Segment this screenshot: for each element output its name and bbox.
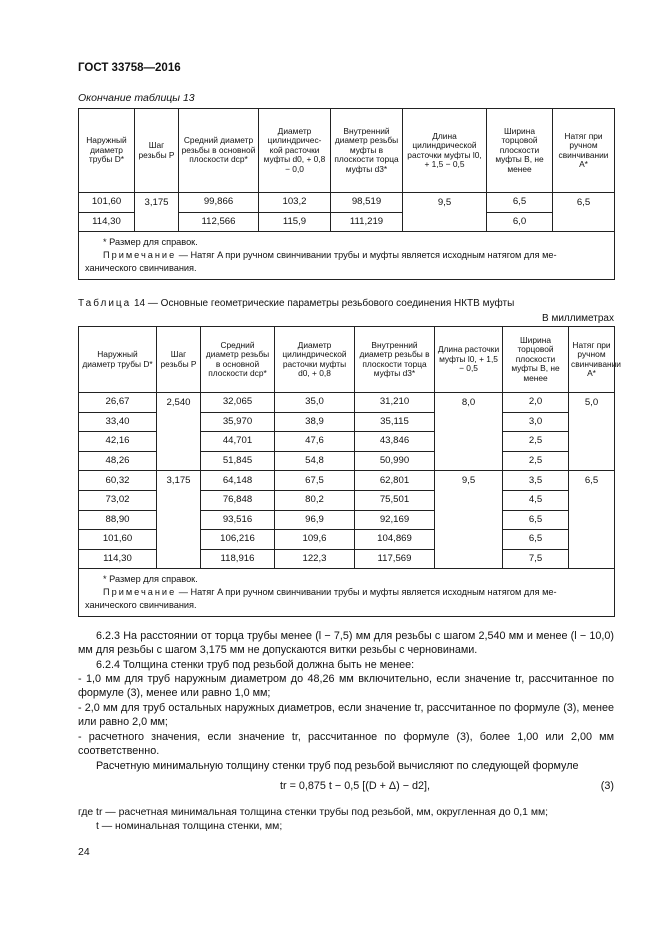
table-cell: 2,0 — [503, 393, 569, 413]
table14-footnote: * Размер для справок. — [103, 574, 198, 585]
col-header-thread-pitch: Шаг резьбы P — [135, 109, 179, 193]
table-cell: 50,990 — [355, 451, 435, 471]
table-cell: 3,175 — [135, 193, 179, 213]
table-cell: 54,8 — [275, 451, 355, 471]
col-header-inner-diameter: Внутренний диаметр резьбы в плоскости торца муфты d3* — [355, 327, 435, 393]
table-cell: 38,9 — [275, 412, 355, 432]
table-cell: 4,5 — [503, 490, 569, 510]
col-header-thread-pitch: Шаг резьбы P — [157, 327, 201, 393]
table-cell: 47,6 — [275, 432, 355, 452]
table-cell: 35,0 — [275, 393, 355, 413]
table-cell — [157, 451, 201, 471]
col-header-bore-length: Длина расточки муфты l0, + 1,5 − 0,5 — [435, 327, 503, 393]
table-cell: 51,845 — [201, 451, 275, 471]
table-cell: 35,970 — [201, 412, 275, 432]
table-cell: 26,67 — [79, 393, 157, 413]
table-cell: 2,540 — [157, 393, 201, 413]
legend-line: t — номинальная толщина стенки, мм; — [96, 821, 283, 832]
table13-notes — [79, 232, 615, 280]
table-row — [79, 432, 615, 452]
formula-3: tr = 0,875 t − 0,5 [(D + Δ) − d2], — [280, 780, 431, 792]
table-cell: 9,5 — [435, 471, 503, 491]
table-14 — [78, 326, 621, 617]
table-cell — [157, 530, 201, 550]
table-cell — [135, 212, 179, 232]
table-cell: 101,60 — [79, 193, 135, 213]
legend-line: где tr — расчетная минимальная толщина стенки трубы под резьбой, мм, округленная до 0,1 мм; — [78, 807, 548, 818]
table-cell — [435, 549, 503, 569]
col-header-makeup-tightness: Натяг при ручном свинчивании A* — [569, 327, 615, 393]
table-cell — [157, 490, 201, 510]
table-cell: 7,5 — [503, 549, 569, 569]
table-cell: 122,3 — [275, 549, 355, 569]
table-cell: 76,848 — [201, 490, 275, 510]
table-cell: 6,5 — [503, 530, 569, 550]
table-cell — [435, 490, 503, 510]
table-cell: 35,115 — [355, 412, 435, 432]
table-cell: 73,02 — [79, 490, 157, 510]
table-cell — [435, 432, 503, 452]
table-13 — [78, 108, 615, 280]
page-number: 24 — [78, 846, 90, 858]
table13-note-cont: ханического свинчивания. — [85, 263, 197, 274]
table-row — [79, 193, 615, 213]
table14-caption: Таблица 14 — Основные геометрические параметры резьбового соединения НКТВ муфты — [78, 298, 515, 309]
formula-number: (3) — [600, 780, 614, 792]
table-cell — [435, 530, 503, 550]
table13-note: Примечание — Натяг A при ручном свинчивании трубы и муфты является исходным натягом для ме- — [103, 250, 557, 261]
table-cell: 32,065 — [201, 393, 275, 413]
table14-note-cont: ханического свинчивания. — [85, 600, 197, 611]
table-cell: 43,846 — [355, 432, 435, 452]
table-cell: 114,30 — [79, 549, 157, 569]
table-cell: 99,866 — [179, 193, 259, 213]
table-cell — [569, 412, 615, 432]
table-cell: 111,219 — [331, 212, 403, 232]
table-cell — [569, 490, 615, 510]
table-cell: 44,701 — [201, 432, 275, 452]
table-cell — [569, 451, 615, 471]
table-cell: 8,0 — [435, 393, 503, 413]
table-cell: 112,566 — [179, 212, 259, 232]
table-cell — [157, 412, 201, 432]
table-cell: 48,26 — [79, 451, 157, 471]
list-item: - расчетного значения, если значение tr, рассчитанное по формуле (3), более 1,00 или 2,00 мм соответственно. — [78, 731, 614, 758]
col-header-bore-length: Длина цилиндрической расточки муфты l0, + 1,5 − 0,5 — [403, 109, 487, 193]
table-cell — [157, 549, 201, 569]
table-cell — [569, 530, 615, 550]
table-cell: 33,40 — [79, 412, 157, 432]
table-cell — [157, 432, 201, 452]
table-cell: 67,5 — [275, 471, 355, 491]
table-row — [79, 530, 615, 550]
table-row — [79, 393, 615, 413]
table-cell: 88,90 — [79, 510, 157, 530]
table-row — [79, 451, 615, 471]
table-cell — [569, 432, 615, 452]
col-header-inner-diameter: Внутренний диаметр резьбы муфты в плоскости торца муфты d3* — [331, 109, 403, 193]
table-cell: 3,0 — [503, 412, 569, 432]
table-cell — [157, 510, 201, 530]
table-cell: 93,516 — [201, 510, 275, 530]
col-header-face-width: Ширина торцовой плоскости муфты B, не менее — [487, 109, 553, 193]
table13-footnote: * Размер для справок. — [103, 237, 198, 248]
table-cell: 2,5 — [503, 451, 569, 471]
table-cell: 6,5 — [553, 193, 615, 213]
table-row — [79, 510, 615, 530]
table-cell: 6,0 — [487, 212, 553, 232]
table-cell — [569, 510, 615, 530]
table-cell: 3,175 — [157, 471, 201, 491]
table-cell — [435, 412, 503, 432]
table-cell: 42,16 — [79, 432, 157, 452]
table-cell: 109,6 — [275, 530, 355, 550]
table-cell — [435, 451, 503, 471]
table-cell: 6,5 — [503, 510, 569, 530]
table-row — [79, 212, 615, 232]
col-header-makeup-tightness: Натяг при ручном свинчивании A* — [553, 109, 615, 193]
table-cell: 6,5 — [487, 193, 553, 213]
table-cell: 114,30 — [79, 212, 135, 232]
paragraph-calc: Расчетную минимальную толщину стенки труб под резьбой вычисляют по следующей формуле — [96, 760, 579, 772]
col-header-bore-diameter: Диаметр цилиндрической расточки муфты d0, + 0,8 — [275, 327, 355, 393]
col-header-mean-diameter: Средний диаметр резьбы в основной плоскости dср* — [179, 109, 259, 193]
table-cell: 96,9 — [275, 510, 355, 530]
table-cell: 115,9 — [259, 212, 331, 232]
list-item: - 1,0 мм для труб наружным диаметром до 48,26 мм включительно, если значение tr, рассчитанное по формуле (3), менее или равно 1,0 мм; — [78, 673, 614, 700]
col-header-bore-diameter: Диаметр цилиндричес- кой расточки муфты d0, + 0,8 − 0,0 — [259, 109, 331, 193]
table-row — [79, 490, 615, 510]
table-cell: 64,148 — [201, 471, 275, 491]
table-cell: 75,501 — [355, 490, 435, 510]
table-cell: 9,5 — [403, 193, 487, 213]
table-cell: 104,869 — [355, 530, 435, 550]
col-header-face-width: Ширина торцовой плоскости муфты B, не менее — [503, 327, 569, 393]
table-cell: 106,216 — [201, 530, 275, 550]
table-cell — [435, 510, 503, 530]
table-cell: 80,2 — [275, 490, 355, 510]
table-cell: 117,569 — [355, 549, 435, 569]
list-item: - 2,0 мм для труб остальных наружных диаметров, если значение tr, рассчитанное по формуле (3), менее или равно 2,0 мм; — [78, 702, 614, 729]
formula-legend — [78, 806, 614, 834]
paragraph-6-2-4: 6.2.4 Толщина стенки труб под резьбой должна быть не менее: — [96, 659, 415, 671]
table-cell: 60,32 — [79, 471, 157, 491]
table-cell: 2,5 — [503, 432, 569, 452]
table-cell: 6,5 — [569, 471, 615, 491]
table14-units: В миллиметрах — [542, 313, 614, 324]
table-cell — [553, 212, 615, 232]
col-header-mean-diameter: Средний диаметр резьбы в основной плоскости dср* — [201, 327, 275, 393]
paragraph-6-2-3: 6.2.3 На расстоянии от торца трубы менее (l − 7,5) мм для резьбы с шагом 2,540 мм и менее (l − 10,0) мм для резьбы с шагом 3,175 мм не допускаются витки резьбы с черновинами. — [78, 630, 614, 657]
table-row — [79, 412, 615, 432]
table14-note: Примечание — Натяг A при ручном свинчивании трубы и муфты является исходным натягом для ме- — [103, 587, 557, 598]
table-cell: 101,60 — [79, 530, 157, 550]
table-cell: 92,169 — [355, 510, 435, 530]
table-row — [79, 549, 615, 569]
table14-notes — [79, 569, 615, 617]
table-cell: 98,519 — [331, 193, 403, 213]
col-header-outer-diameter: Наружный диаметр трубы D* — [79, 109, 135, 193]
table-cell: 3,5 — [503, 471, 569, 491]
table-cell: 5,0 — [569, 393, 615, 413]
table-cell: 62,801 — [355, 471, 435, 491]
standard-header: ГОСТ 33758—2016 — [78, 62, 181, 74]
table-row — [79, 471, 615, 491]
table-cell — [569, 549, 615, 569]
table-cell: 103,2 — [259, 193, 331, 213]
col-header-outer-diameter: Наружный диаметр трубы D* — [79, 327, 157, 393]
table-cell — [403, 212, 487, 232]
table13-continuation-title: Окончание таблицы 13 — [78, 92, 195, 104]
table-cell: 31,210 — [355, 393, 435, 413]
table-cell: 118,916 — [201, 549, 275, 569]
